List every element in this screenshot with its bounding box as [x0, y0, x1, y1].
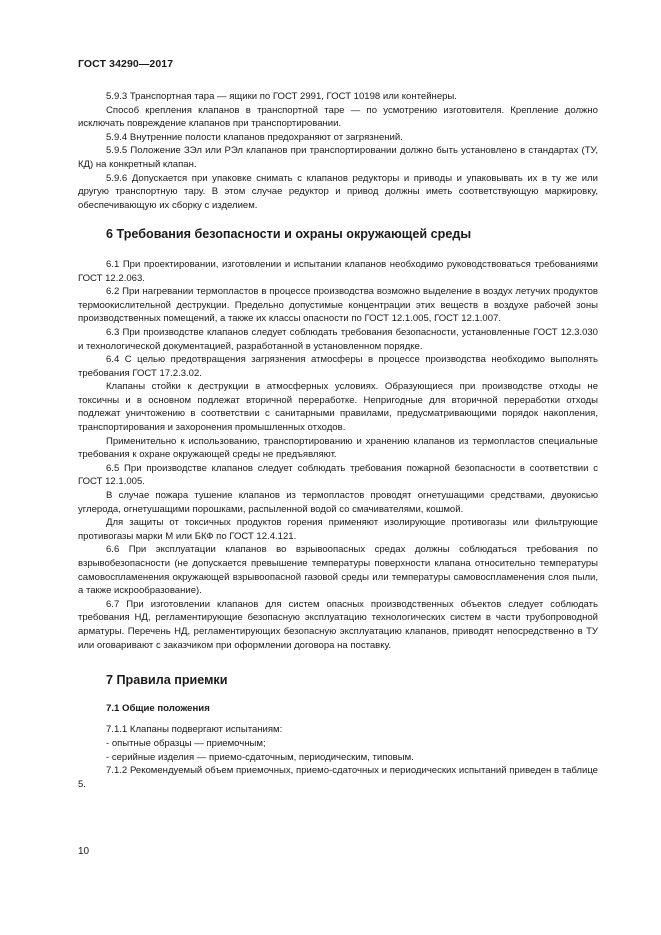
paragraph-waste: Клапаны стойки к деструкции в атмосферных условиях. Образующиеся при производстве отходы не токсичны и в основном подлежат вторичной переработке. Непригодные для вторичной переработки отходы подлежат уничтожению в соответствии с санитарными правилами, предусматривающими порядок накопления, транспортирования и захоронения промышленных отходов.: [78, 381, 598, 434]
paragraph-7-1-2: 7.1.2 Рекомендуемый объем приемочных, приемо-сдаточных и периодических испытаний приведен в таблице 5.: [78, 765, 598, 790]
paragraph-5-9-4: 5.9.4 Внутренние полости клапанов предохраняют от загрязнений.: [106, 131, 403, 143]
paragraph-6-3: 6.3 При производстве клапанов следует соблюдать требования безопасности, установленные ГОСТ 12.3.030 и технологической документацией, разработанной в установленном порядке.: [78, 326, 598, 352]
paragraph-protection: Для защиты от токсичных продуктов горения применяют изолирующие противогазы или фильтрующие противогазы марки М или БКФ по ГОСТ 12.4.121.: [78, 517, 598, 542]
paragraph-6-1: 6.1 При проектировании, изготовлении и испытании клапанов необходимо руководствоваться требованиями ГОСТ 12.2.063.: [78, 258, 598, 284]
paragraph-fastening: Способ крепления клапанов в транспортной таре — по усмотрению изготовителя. Крепление должно исключать повреждение клапанов при транспортировании.: [78, 104, 598, 130]
paragraph-5-9-5: 5.9.5 Положение ЗЭл или РЭл клапанов при транспортировании должно быть установлено в стандартах (ТУ, КД) на конкретный клапан.: [78, 145, 598, 170]
subsection-7-1-heading: 7.1 Общие положения: [106, 702, 210, 714]
paragraph-6-6: 6.6 При эксплуатации клапанов во взрывоопасных средах должны соблюдаться требования по взрывобезопасности (не допускается превышение температуры поверхности клапана относительно температуры самовоспламенения окружающей взрывоопасной газовой среды или температуры самовоспламенения слоя пыли, а также искрообразование).: [78, 544, 598, 597]
list-item: - серийные изделия — приемо-сдаточным, периодическим, типовым.: [106, 751, 414, 763]
paragraph-6-7: 6.7 При изготовлении клапанов для систем опасных производственных объектов следует соблюдать требования НД, регламентирующие безопасную эксплуатацию технологических систем в части трубопроводной арматуры. Перечень НД, регламентирующих безопасную эксплуатацию клапанов, приводят непосредственно в ТУ или оговаривают с заказчиком при оформлении договора на поставку.: [78, 598, 598, 651]
paragraph-6-4: 6.4 С целью предотвращения загрязнения атмосферы в процессе производства необходимо выполнять требования ГОСТ 17.2.3.02.: [78, 354, 598, 379]
document-body: [78, 90, 598, 791]
list-item: - опытные образцы — приемочным;: [106, 737, 266, 749]
paragraph-7-1-1: 7.1.1 Клапаны подвергают испытаниям:: [106, 724, 283, 736]
paragraph-5-9-6: 5.9.6 Допускается при упаковке снимать с клапанов редукторы и приводы и упаковывать их в ту же или другую транспортную тару. В этом случае редуктор и привод должны иметь соответствующую маркировку, обеспечивающую их сборку с изделием.: [78, 172, 598, 211]
paragraph-environment: Применительно к использованию, транспортированию и хранению клапанов из термопластов специальные требования к охране окружающей среды не предъявляют.: [78, 435, 598, 461]
page-number: 10: [78, 846, 90, 857]
document-header: ГОСТ 34290—2017: [78, 58, 174, 70]
paragraph-fire: В случае пожара тушение клапанов из термопластов проводят огнетушащими средствами, двуокисью углерода, огнетушащими порошками, распыленной водой со смачивателями, кошмой.: [78, 490, 598, 515]
section-7-heading: 7 Правила приемки: [106, 673, 228, 688]
paragraph-6-2: 6.2 При нагревании термопластов в процессе производства возможно выделение в воздух летучих продуктов термоокислительной деструкции. Предельно допустимые концентрации этих веществ в воздухе рабочей зоны производственных помещений, а также их классы опасности по ГОСТ 12.1.005, ГОСТ 12.1.007.: [78, 286, 598, 325]
paragraph-6-5: 6.5 При производстве клапанов следует соблюдать требования пожарной безопасности в соответствии с ГОСТ 12.1.005.: [78, 462, 598, 488]
paragraph-5-9-3: 5.9.3 Транспортная тара — ящики по ГОСТ 2991, ГОСТ 10198 или контейнеры.: [106, 91, 457, 102]
section-6-heading: 6 Требования безопасности и охраны окружающей среды: [106, 227, 472, 242]
